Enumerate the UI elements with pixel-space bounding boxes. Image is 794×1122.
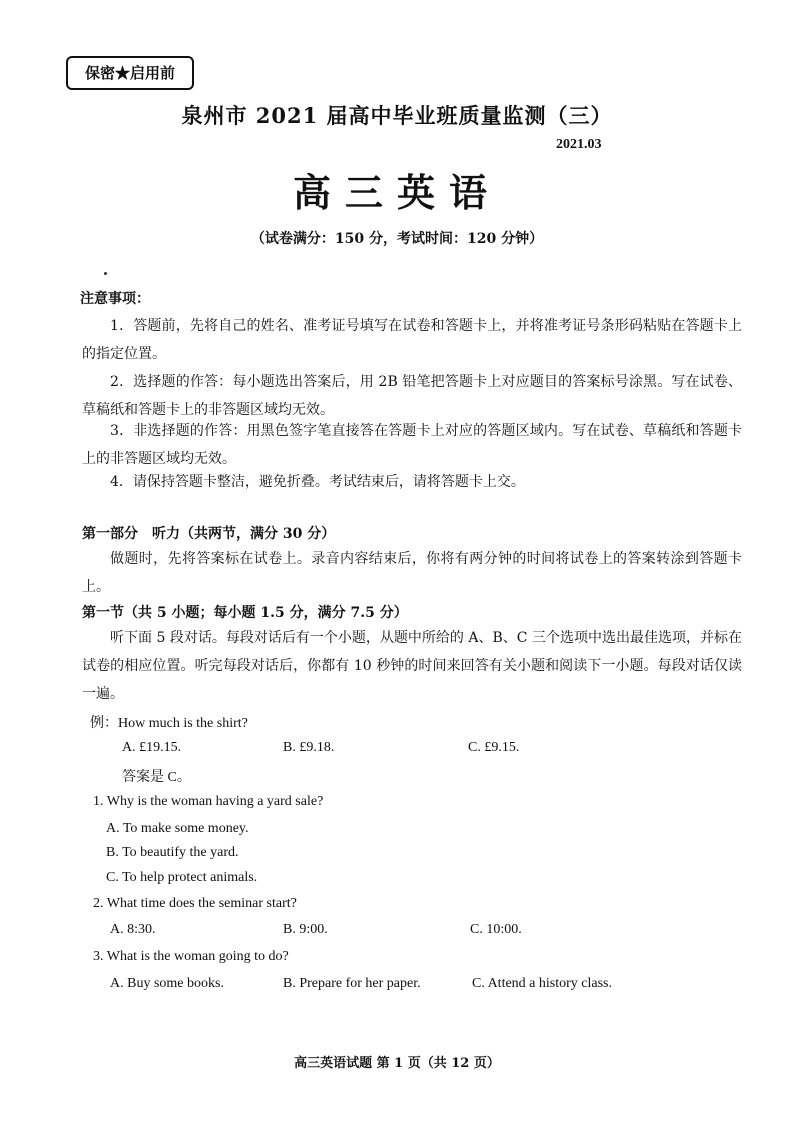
example-question: 例：How much is the shirt? bbox=[90, 716, 248, 731]
example-option-b: B. £9.18. bbox=[283, 740, 335, 755]
notice-item-4: 4．请保持答题卡整洁，避免折叠。考试结束后，请将答题卡上交。 bbox=[110, 474, 525, 490]
question-1-option-b: B. To beautify the yard. bbox=[106, 845, 239, 860]
exam-date: 2021.03 bbox=[556, 137, 602, 152]
subject-title: 高三英语 bbox=[292, 170, 501, 215]
section1-heading: 第一节（共 5 小题；每小题 1.5 分，满分 7.5 分） bbox=[82, 605, 408, 621]
example-option-c: C. £9.15. bbox=[468, 740, 520, 755]
question-3-option-c: C. Attend a history class. bbox=[472, 976, 612, 991]
question-2-option-b: B. 9:00. bbox=[283, 922, 328, 937]
example-answer: 答案是 C。 bbox=[122, 770, 191, 785]
part1-intro: 做题时，先将答案标在试卷上。录音内容结束后，你将有两分钟的时间将试卷上的答案转涂到答题卡上。 bbox=[82, 551, 742, 595]
question-3-option-b: B. Prepare for her paper. bbox=[283, 976, 421, 991]
exam-meta: （试卷满分：150 分，考试时间：120 分钟） bbox=[250, 231, 544, 247]
exam-title: 泉州市 2021 届高中毕业班质量监测（三） bbox=[181, 103, 613, 128]
speck bbox=[104, 272, 107, 275]
question-2-option-a: A. 8:30. bbox=[110, 922, 156, 937]
question-1: 1. Why is the woman having a yard sale? bbox=[93, 794, 324, 809]
notice-item-3: 3．非选择题的作答：用黑色签字笔直接答在答题卡上对应的答题区域内。写在试卷、草稿纸和答题卡上的非答题区域均无效。 bbox=[82, 423, 742, 467]
question-2-option-c: C. 10:00. bbox=[470, 922, 522, 937]
question-3: 3. What is the woman going to do? bbox=[93, 949, 289, 964]
question-1-option-a: A. To make some money. bbox=[106, 821, 249, 836]
question-1-option-c: C. To help protect animals. bbox=[106, 870, 258, 885]
confidential-stamp: 保密★启用前 bbox=[66, 56, 194, 90]
example-option-a: A. £19.15. bbox=[122, 740, 182, 755]
notice-title: 注意事项： bbox=[80, 291, 150, 307]
question-3-option-a: A. Buy some books. bbox=[110, 976, 224, 991]
section1-intro: 听下面 5 段对话。每段对话后有一个小题，从题中所给的 A、B、C 三个选项中选出最佳选项，并标在试卷的相应位置。听完每段对话后，你都有 10 秒钟的时间来回答有关小题和阅读下一小题。每段对话仅读一遍。 bbox=[82, 630, 742, 702]
question-2: 2. What time does the seminar start? bbox=[93, 896, 297, 911]
notice-item-1: 1．答题前，先将自己的姓名、准考证号填写在试卷和答题卡上，并将准考证号条形码粘贴在答题卡上的指定位置。 bbox=[82, 318, 742, 362]
page-footer: 高三英语试题 第 1 页（共 12 页） bbox=[294, 1056, 500, 1071]
notice-item-2: 2．选择题的作答：每小题选出答案后，用 2B 铅笔把答题卡上对应题目的答案标号涂黑。写在试卷、草稿纸和答题卡上的非答题区域均无效。 bbox=[82, 374, 742, 418]
part1-heading: 第一部分 听力（共两节，满分 30 分） bbox=[82, 526, 336, 542]
